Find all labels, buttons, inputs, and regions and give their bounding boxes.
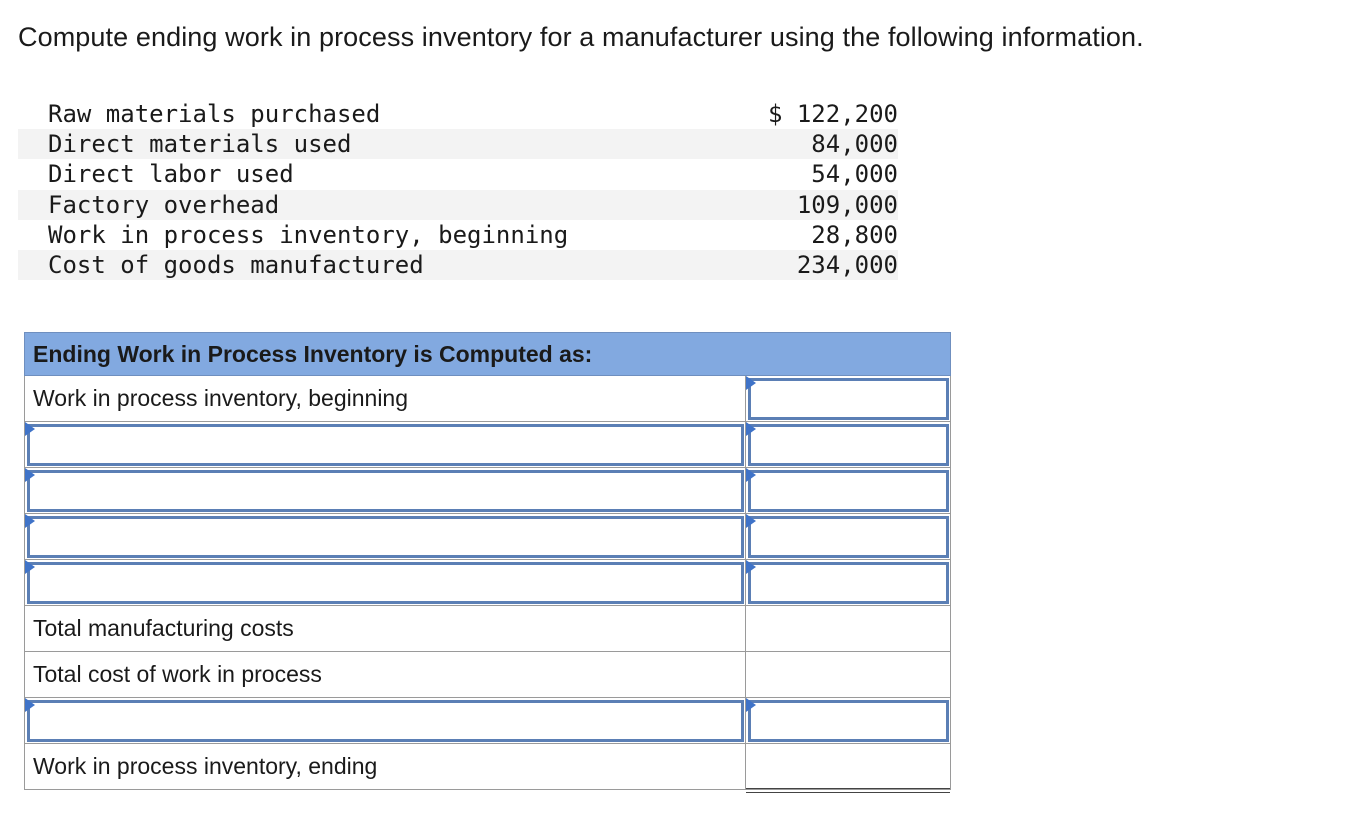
given-label: Work in process inventory, beginning [48,220,569,249]
dropdown-triangle-icon [25,514,35,528]
given-row [18,129,898,159]
dropdown-triangle-icon [25,468,35,482]
worksheet-row-total-manufacturing-costs [24,606,951,652]
wip-ending-amount [746,744,951,790]
dropdown-triangle-icon [25,698,35,712]
worksheet-row-wip-beginning [24,376,951,422]
wip-beginning-amount-cell [746,376,951,422]
given-data-table [18,99,898,280]
cost-3-label-select[interactable] [27,516,744,558]
cost-4-label-cell [24,560,746,606]
worksheet-row-cost-3 [24,514,951,560]
cost-4-amount-cell [746,560,951,606]
less-label-select[interactable] [27,700,744,742]
question-text: Compute ending work in process inventory for a manufacturer using the following information. [18,22,1144,52]
given-label: Direct materials used [48,130,352,159]
given-row [18,220,898,250]
dropdown-triangle-icon [746,698,756,712]
given-row [18,190,898,220]
worksheet-row-cost-1 [24,422,951,468]
given-value: 54,000 [811,160,898,189]
cost-2-label-cell [24,468,746,514]
dropdown-triangle-icon [746,514,756,528]
given-value: 234,000 [796,251,898,280]
cost-1-label-select[interactable] [27,424,744,466]
given-value: 109,000 [796,190,898,219]
worksheet-row-total-cost-wip [24,652,951,698]
cost-1-label-cell [24,422,746,468]
dropdown-triangle-icon [746,376,756,390]
double-underline [746,788,950,793]
total-cost-wip-label: Total cost of work in process [24,652,746,698]
dropdown-triangle-icon [25,422,35,436]
cost-2-amount-cell [746,468,951,514]
cost-4-label-select[interactable] [27,562,744,604]
cost-2-label-select[interactable] [27,470,744,512]
cost-4-amount-input[interactable] [748,562,949,604]
worksheet-row-less [24,698,951,744]
worksheet [24,332,951,790]
dropdown-triangle-icon [25,560,35,574]
worksheet-header: Ending Work in Process Inventory is Computed as: [24,332,951,376]
worksheet-row-wip-ending [24,744,951,790]
total-manufacturing-costs-label: Total manufacturing costs [24,606,746,652]
total-manufacturing-costs-amount [746,606,951,652]
given-row [18,99,898,129]
given-label: Cost of goods manufactured [48,251,424,280]
dropdown-triangle-icon [746,468,756,482]
wip-ending-label: Work in process inventory, ending [24,744,746,790]
given-value: $ 122,200 [767,100,898,129]
given-row [18,159,898,189]
wip-beginning-amount-input[interactable] [748,378,949,420]
worksheet-row-cost-4 [24,560,951,606]
given-row [18,250,898,280]
wip-beginning-label: Work in process inventory, beginning [24,376,746,422]
cost-1-amount-cell [746,422,951,468]
less-amount-input[interactable] [748,700,949,742]
total-cost-wip-amount [746,652,951,698]
less-label-cell [24,698,746,744]
cost-3-amount-cell [746,514,951,560]
given-label: Direct labor used [48,160,294,189]
worksheet-row-cost-2 [24,468,951,514]
dropdown-triangle-icon [746,422,756,436]
less-amount-cell [746,698,951,744]
given-value: 28,800 [811,220,898,249]
given-label: Raw materials purchased [48,100,381,129]
cost-3-label-cell [24,514,746,560]
cost-3-amount-input[interactable] [748,516,949,558]
given-label: Factory overhead [48,190,280,219]
cost-2-amount-input[interactable] [748,470,949,512]
given-value: 84,000 [811,130,898,159]
cost-1-amount-input[interactable] [748,424,949,466]
dropdown-triangle-icon [746,560,756,574]
